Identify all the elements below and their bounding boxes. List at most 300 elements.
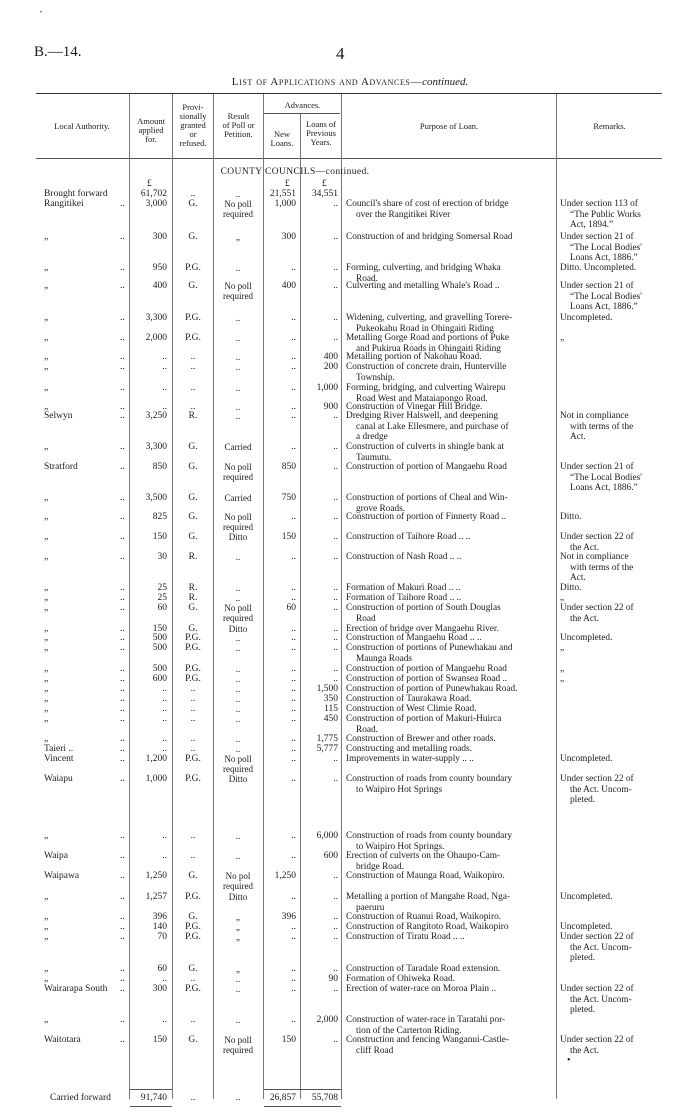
row-authority: „ <box>44 402 49 412</box>
row-amount: .. <box>162 704 167 714</box>
row-poll-result: .. <box>235 313 241 323</box>
row-amount: 300 <box>152 232 167 242</box>
row-amount: 3,500 <box>145 493 167 503</box>
col-header-remarks: Remarks. <box>593 121 626 131</box>
row-authority: „ <box>44 333 49 343</box>
carried-forward-poll: .. <box>235 1093 241 1103</box>
row-poll-result: .. <box>235 714 241 724</box>
row-new-loans: .. <box>291 583 296 593</box>
row-new-loans: .. <box>291 624 296 634</box>
row-provisional: .. <box>190 352 196 362</box>
row-amount: 30 <box>157 552 167 562</box>
purpose-line: Metalling Gorge Road and portions of Puke <box>346 333 510 343</box>
row-purpose <box>346 512 554 523</box>
row-poll-result: „ <box>236 932 240 942</box>
purpose-line: tion of the Carterton Riding. <box>356 1025 462 1036</box>
row-leader-dots: .. <box>120 714 125 724</box>
row-authority: „ <box>44 583 49 593</box>
row-purpose <box>346 442 554 463</box>
row-authority: Waiapu <box>44 774 73 784</box>
remark-line: Under section 21 of <box>560 462 634 472</box>
remark-line: Not in compliance <box>560 411 629 421</box>
row-new-loans: .. <box>291 744 296 754</box>
row-provisional: .. <box>190 974 196 984</box>
row-provisional: G. <box>188 512 198 522</box>
purpose-line: canal at Lake Ellesmere, and purchase of <box>356 421 509 432</box>
row-poll-result: Ditto <box>228 624 248 634</box>
row-provisional: .. <box>190 402 196 412</box>
row-previous-loans: 1,775 <box>316 734 338 744</box>
row-poll-result: „ <box>236 922 240 932</box>
row-leader-dots: .. <box>120 932 125 942</box>
remark-line: „ <box>560 643 565 653</box>
row-previous-loans: .. <box>333 462 338 472</box>
row-authority: „ <box>44 1015 49 1025</box>
row-amount: 600 <box>152 674 167 684</box>
row-new-loans: .. <box>291 593 296 603</box>
row-poll-result: .. <box>235 744 241 754</box>
purpose-line: Improvements in water-supply .. .. <box>346 754 474 764</box>
row-provisional: G. <box>188 199 198 209</box>
row-previous-loans: .. <box>333 333 338 343</box>
purpose-line: a dredge <box>356 432 388 442</box>
row-amount: 500 <box>152 664 167 674</box>
row-new-loans: .. <box>291 383 296 393</box>
purpose-line: Construction of and bridging Somersal Road <box>346 232 513 242</box>
currency-new: £ <box>285 179 290 189</box>
purpose-line: Construction of water-race in Taratahi por- <box>346 1015 506 1025</box>
row-provisional: P.G. <box>185 333 201 343</box>
row-provisional: P.G. <box>185 313 201 323</box>
row-new-loans: 150 <box>281 532 296 542</box>
row-provisional: G. <box>188 871 198 881</box>
remark-line: Uncompleted. <box>560 892 613 902</box>
row-poll-result: .. <box>235 362 241 372</box>
row-previous-loans: 200 <box>323 362 338 372</box>
row-previous-loans: .. <box>333 593 338 603</box>
carried-forward-amount: 91,740 <box>140 1093 167 1103</box>
row-amount: .. <box>162 1015 167 1025</box>
row-provisional: .. <box>190 734 196 744</box>
purpose-line: Constructing and metalling roads. <box>346 744 473 754</box>
row-previous-loans: 400 <box>323 352 338 362</box>
remark-line: „ <box>560 593 565 603</box>
row-new-loans: 850 <box>281 462 296 472</box>
remark-line: Loans Act, 1886.” <box>570 483 638 493</box>
row-previous-loans: .. <box>333 603 338 613</box>
remark-line: Loans Act, 1886.” <box>570 253 638 263</box>
row-amount: 950 <box>152 263 167 273</box>
row-new-loans: .. <box>291 734 296 744</box>
row-new-loans: .. <box>291 674 296 684</box>
purpose-line: Construction of Taurakawa Road. <box>346 694 472 704</box>
row-leader-dots: .. <box>120 892 125 902</box>
purpose-line: Council's share of cost of erection of bridge <box>346 199 509 209</box>
row-leader-dots: .. <box>120 684 125 694</box>
row-leader-dots: .. <box>120 624 125 634</box>
row-amount: 3,300 <box>145 313 167 323</box>
row-provisional: G. <box>188 232 198 242</box>
row-amount: .. <box>162 402 167 412</box>
row-poll-result: .. <box>235 974 241 984</box>
row-poll-result: Ditto <box>228 774 248 784</box>
row-provisional: .. <box>190 704 196 714</box>
row-purpose <box>346 462 554 473</box>
row-leader-dots: .. <box>120 984 125 994</box>
remark-line: Ditto. <box>560 512 582 522</box>
row-amount: 400 <box>152 281 167 291</box>
row-new-loans: 60 <box>286 603 296 613</box>
purpose-line: and Pukirua Roads in Ohingaiti Riding <box>356 343 501 354</box>
row-new-loans: .. <box>291 402 296 412</box>
row-poll-result: .. <box>235 411 241 421</box>
row-authority: Stratford <box>44 462 78 472</box>
remark-line: the Act. <box>570 1045 599 1056</box>
purpose-line: Erection of water-race on Moroa Plain .. <box>346 984 497 994</box>
row-purpose <box>346 1035 554 1056</box>
remark-line: the Act. Uncom- <box>570 784 632 795</box>
row-provisional: G. <box>188 624 198 634</box>
remark-line: “The Local Bodies' <box>570 472 642 483</box>
row-previous-loans: .. <box>333 922 338 932</box>
col-header-local-authority: Local Authority. <box>54 121 110 131</box>
row-previous-loans: .. <box>333 912 338 922</box>
row-new-loans: .. <box>291 922 296 932</box>
row-leader-dots: .. <box>120 552 125 562</box>
row-amount: .. <box>162 831 167 841</box>
row-previous-loans: 2,000 <box>316 1015 338 1025</box>
remark-line: pleted. <box>570 953 596 963</box>
purpose-line: Maunga Roads <box>356 653 413 664</box>
purpose-line: Metalling portion of Nakohau Road. <box>346 352 482 362</box>
remark-line: with terms of the <box>570 562 634 573</box>
row-previous-loans: .. <box>333 871 338 881</box>
row-authority: „ <box>44 714 49 724</box>
carried-forward-label: Carried forward <box>50 1093 111 1103</box>
row-authority: „ <box>44 624 49 634</box>
row-previous-loans: .. <box>333 664 338 674</box>
row-leader-dots: .. <box>120 411 125 421</box>
row-purpose <box>346 674 554 685</box>
row-purpose <box>346 333 554 354</box>
row-provisional: R. <box>188 593 198 603</box>
row-new-loans: .. <box>291 974 296 984</box>
row-previous-loans: .. <box>333 442 338 452</box>
purpose-line: Construction of Maunga Road, Waikopiro. <box>346 871 505 881</box>
row-authority: Selwyn <box>44 411 73 421</box>
row-previous-loans: .. <box>333 643 338 653</box>
row-authority: „ <box>44 532 49 542</box>
purpose-line: Construction of portion of Punewhakau Road. <box>346 684 518 694</box>
remark-line: Act, 1894.” <box>570 220 614 230</box>
purpose-line: Construction of portion of South Douglas <box>346 603 501 613</box>
row-new-loans: .. <box>291 352 296 362</box>
row-amount: 25 <box>157 593 167 603</box>
purpose-line: Metalling a portion of Mangahe Road, Nga- <box>346 892 510 902</box>
row-amount: 140 <box>152 922 167 932</box>
remark-line: „ <box>560 333 565 343</box>
row-poll-result: .. <box>235 552 241 562</box>
row-previous-loans: .. <box>333 263 338 273</box>
row-provisional: R. <box>188 552 198 562</box>
row-authority: „ <box>44 633 49 643</box>
row-authority: „ <box>44 352 49 362</box>
purpose-line: Road West and Mataiapongo Road. <box>356 393 488 404</box>
remark-line: “The Local Bodies' <box>570 291 642 302</box>
section-heading: COUNTY COUNCILS—continued. <box>220 167 370 177</box>
purpose-line: Road. <box>356 273 378 284</box>
row-previous-loans: .. <box>333 633 338 643</box>
row-previous-loans: .. <box>333 754 338 764</box>
row-previous-loans: 1,000 <box>316 383 338 393</box>
remark-line: pleted. <box>570 795 596 805</box>
row-leader-dots: .. <box>120 851 125 861</box>
row-purpose <box>346 694 554 705</box>
remark-line: “The Local Bodies' <box>570 242 642 253</box>
row-provisional: G. <box>188 603 198 613</box>
row-purpose <box>346 684 554 695</box>
row-leader-dots: .. <box>120 493 125 503</box>
row-remarks <box>560 532 664 553</box>
row-purpose <box>346 593 554 604</box>
row-leader-dots: .. <box>120 402 125 412</box>
purpose-line: Formation of Makuri Road .. .. <box>346 583 461 593</box>
row-purpose <box>346 633 554 644</box>
row-new-loans: 300 <box>281 232 296 242</box>
row-leader-dots: .. <box>120 352 125 362</box>
col-header-new-loans: New Loans. <box>270 129 294 148</box>
remark-line: Not in compliance <box>560 552 629 562</box>
row-previous-loans: .. <box>333 199 338 209</box>
row-purpose <box>346 532 554 543</box>
row-poll-result: .. <box>235 333 241 343</box>
row-new-loans: .. <box>291 932 296 942</box>
row-poll-result: No poll required <box>223 1035 253 1055</box>
row-poll-result: Ditto <box>228 892 248 902</box>
purpose-line: Construction of Rangitoto Road, Waikopiro <box>346 922 509 932</box>
row-leader-dots: .. <box>120 633 125 643</box>
row-purpose <box>346 734 554 745</box>
purpose-line: Taumutu. <box>356 452 392 463</box>
print-speck: • <box>40 10 43 16</box>
row-authority: „ <box>44 281 49 291</box>
row-purpose <box>346 964 554 975</box>
total-underline-amount <box>130 1106 172 1107</box>
row-authority: „ <box>44 664 49 674</box>
purpose-line: Construction of Brewer and other roads. <box>346 734 496 744</box>
purpose-line: Erection of bridge over Mangaehu River. <box>346 624 499 634</box>
row-leader-dots: .. <box>120 199 125 209</box>
row-authority: „ <box>44 643 49 653</box>
row-provisional: P.G. <box>185 892 201 902</box>
row-amount: 500 <box>152 643 167 653</box>
row-purpose <box>346 851 554 872</box>
row-remarks <box>560 263 664 274</box>
row-purpose <box>346 831 554 852</box>
row-leader-dots: .. <box>120 442 125 452</box>
purpose-line: Construction of roads from county boundary <box>346 774 513 784</box>
row-leader-dots: .. <box>120 603 125 613</box>
row-purpose <box>346 754 554 765</box>
row-previous-loans: 1,500 <box>316 684 338 694</box>
row-leader-dots: .. <box>120 912 125 922</box>
purpose-line: Culverting and metalling Whale's Road .. <box>346 281 500 291</box>
row-leader-dots: .. <box>120 643 125 653</box>
row-poll-result: .. <box>235 704 241 714</box>
row-provisional: .. <box>190 694 196 704</box>
row-previous-loans: .. <box>333 984 338 994</box>
row-leader-dots: .. <box>120 281 125 291</box>
row-new-loans: .. <box>291 704 296 714</box>
row-authority: „ <box>44 912 49 922</box>
row-provisional: G. <box>188 532 198 542</box>
row-leader-dots: .. <box>120 232 125 242</box>
row-previous-loans: .. <box>333 892 338 902</box>
row-provisional: P.G. <box>185 984 201 994</box>
row-amount: .. <box>162 694 167 704</box>
row-purpose <box>346 362 554 383</box>
row-authority: „ <box>44 552 49 562</box>
remark-line: Under section 22 of <box>560 932 634 942</box>
row-new-loans: 750 <box>281 493 296 503</box>
row-remarks <box>560 313 664 324</box>
row-remarks <box>560 281 664 313</box>
col-header-purpose: Purpose of Loan. <box>419 121 479 131</box>
row-provisional: .. <box>190 831 196 841</box>
page-number: 4 <box>336 44 345 63</box>
row-provisional: .. <box>190 851 196 861</box>
row-authority: „ <box>44 831 49 841</box>
row-amount: 3,250 <box>145 411 167 421</box>
remark-line: Under section 22 of <box>560 984 634 994</box>
total-rule-advances <box>264 1089 341 1090</box>
remark-line: Loans Act, 1886.” <box>570 302 638 312</box>
row-provisional: G. <box>188 462 198 472</box>
remark-line: Act. <box>570 432 586 442</box>
row-previous-loans: .. <box>333 411 338 421</box>
row-poll-result: .. <box>235 734 241 744</box>
row-leader-dots: .. <box>120 871 125 881</box>
row-purpose <box>346 974 554 985</box>
row-remarks <box>560 643 664 654</box>
row-amount: 61,702 <box>140 189 167 199</box>
row-remarks <box>560 774 664 806</box>
row-leader-dots: .. <box>120 831 125 841</box>
row-new-loans: .. <box>291 263 296 273</box>
carried-forward-new: 26,857 <box>269 1093 296 1103</box>
purpose-line: Dredging River Halswell, and deepening <box>346 411 499 421</box>
row-provisional: P.G. <box>185 643 201 653</box>
purpose-line: Construction of portions of Cheal and Win- <box>346 493 508 503</box>
row-provisional: P.G. <box>185 754 201 764</box>
row-previous-loans: .. <box>333 674 338 684</box>
row-poll-result: .. <box>235 851 241 861</box>
row-poll-result: .. <box>235 402 241 412</box>
row-poll-result: No poll required <box>223 281 253 301</box>
row-purpose <box>346 704 554 715</box>
row-authority: „ <box>44 512 49 522</box>
row-previous-loans: .. <box>333 932 338 942</box>
col-header-previous-loans: Loans of Previous Years. <box>306 119 336 147</box>
row-leader-dots: .. <box>120 383 125 393</box>
row-poll-result: Ditto <box>228 532 248 542</box>
row-provisional: P.G. <box>185 633 201 643</box>
row-purpose <box>346 871 554 882</box>
row-amount: 60 <box>157 964 167 974</box>
row-new-loans: .. <box>291 333 296 343</box>
row-amount: 150 <box>152 1035 167 1045</box>
row-leader-dots: .. <box>120 313 125 323</box>
row-authority: „ <box>44 674 49 684</box>
row-new-loans: .. <box>291 831 296 841</box>
row-remarks <box>560 633 664 644</box>
row-leader-dots: .. <box>120 664 125 674</box>
row-amount: 150 <box>152 532 167 542</box>
remark-line: Uncompleted. <box>560 313 613 323</box>
row-previous-loans: .. <box>333 313 338 323</box>
table-title <box>0 76 700 88</box>
row-previous-loans: .. <box>333 1035 338 1045</box>
row-leader-dots: .. <box>120 462 125 472</box>
purpose-line: to Waipiro Hot Springs. <box>356 841 445 852</box>
row-provisional: P.G. <box>185 922 201 932</box>
remark-line: “The Public Works <box>570 209 641 220</box>
purpose-line: Construction of portion of Swansea Road .. <box>346 674 508 684</box>
row-amount: 825 <box>152 512 167 522</box>
row-purpose <box>346 744 554 755</box>
row-poll-result: „ <box>236 964 240 974</box>
purpose-line: Construction of Tiratu Road .. .. <box>346 932 465 942</box>
row-poll-result: No poll required <box>223 199 253 219</box>
row-purpose <box>346 912 554 923</box>
row-leader-dots: .. <box>120 754 125 764</box>
row-new-loans: .. <box>291 774 296 784</box>
purpose-line: Construction of Taihore Road .. .. <box>346 532 471 542</box>
row-new-loans: .. <box>291 694 296 704</box>
row-new-loans: .. <box>291 684 296 694</box>
purpose-line: Construction of portion of Mangaehu Road <box>346 462 507 472</box>
purpose-line: to Waipiro Hot Springs <box>356 784 443 795</box>
row-authority: Rangitikei <box>44 199 84 209</box>
remark-line: Uncompleted. <box>560 754 613 764</box>
row-poll-result: .. <box>235 684 241 694</box>
row-poll-result: .. <box>235 984 241 994</box>
row-poll-result: .. <box>235 593 241 603</box>
purpose-line: Road. <box>356 724 378 735</box>
row-authority: „ <box>44 383 49 393</box>
row-remarks <box>560 932 664 964</box>
row-poll-result: .. <box>235 643 241 653</box>
row-leader-dots: .. <box>120 694 125 704</box>
purpose-line: Forming, bridging, and culverting Wairepu <box>346 383 506 393</box>
remark-line: the Act. Uncom- <box>570 942 632 953</box>
row-provisional: G. <box>188 964 198 974</box>
row-new-loans: .. <box>291 964 296 974</box>
row-amount: 1,257 <box>145 892 167 902</box>
col-line-prev <box>300 114 301 1099</box>
row-previous-loans: .. <box>333 583 338 593</box>
row-remarks <box>560 583 664 594</box>
row-authority: „ <box>44 892 49 902</box>
row-leader-dots: .. <box>120 734 125 744</box>
row-poll-result: .. <box>235 383 241 393</box>
row-new-loans: .. <box>291 362 296 372</box>
remark-line: with terms of the <box>570 421 634 432</box>
row-amount: .. <box>162 684 167 694</box>
row-leader-dots: .. <box>120 583 125 593</box>
purpose-line: Construction of West Climie Road. <box>346 704 477 714</box>
row-remarks <box>560 674 664 685</box>
